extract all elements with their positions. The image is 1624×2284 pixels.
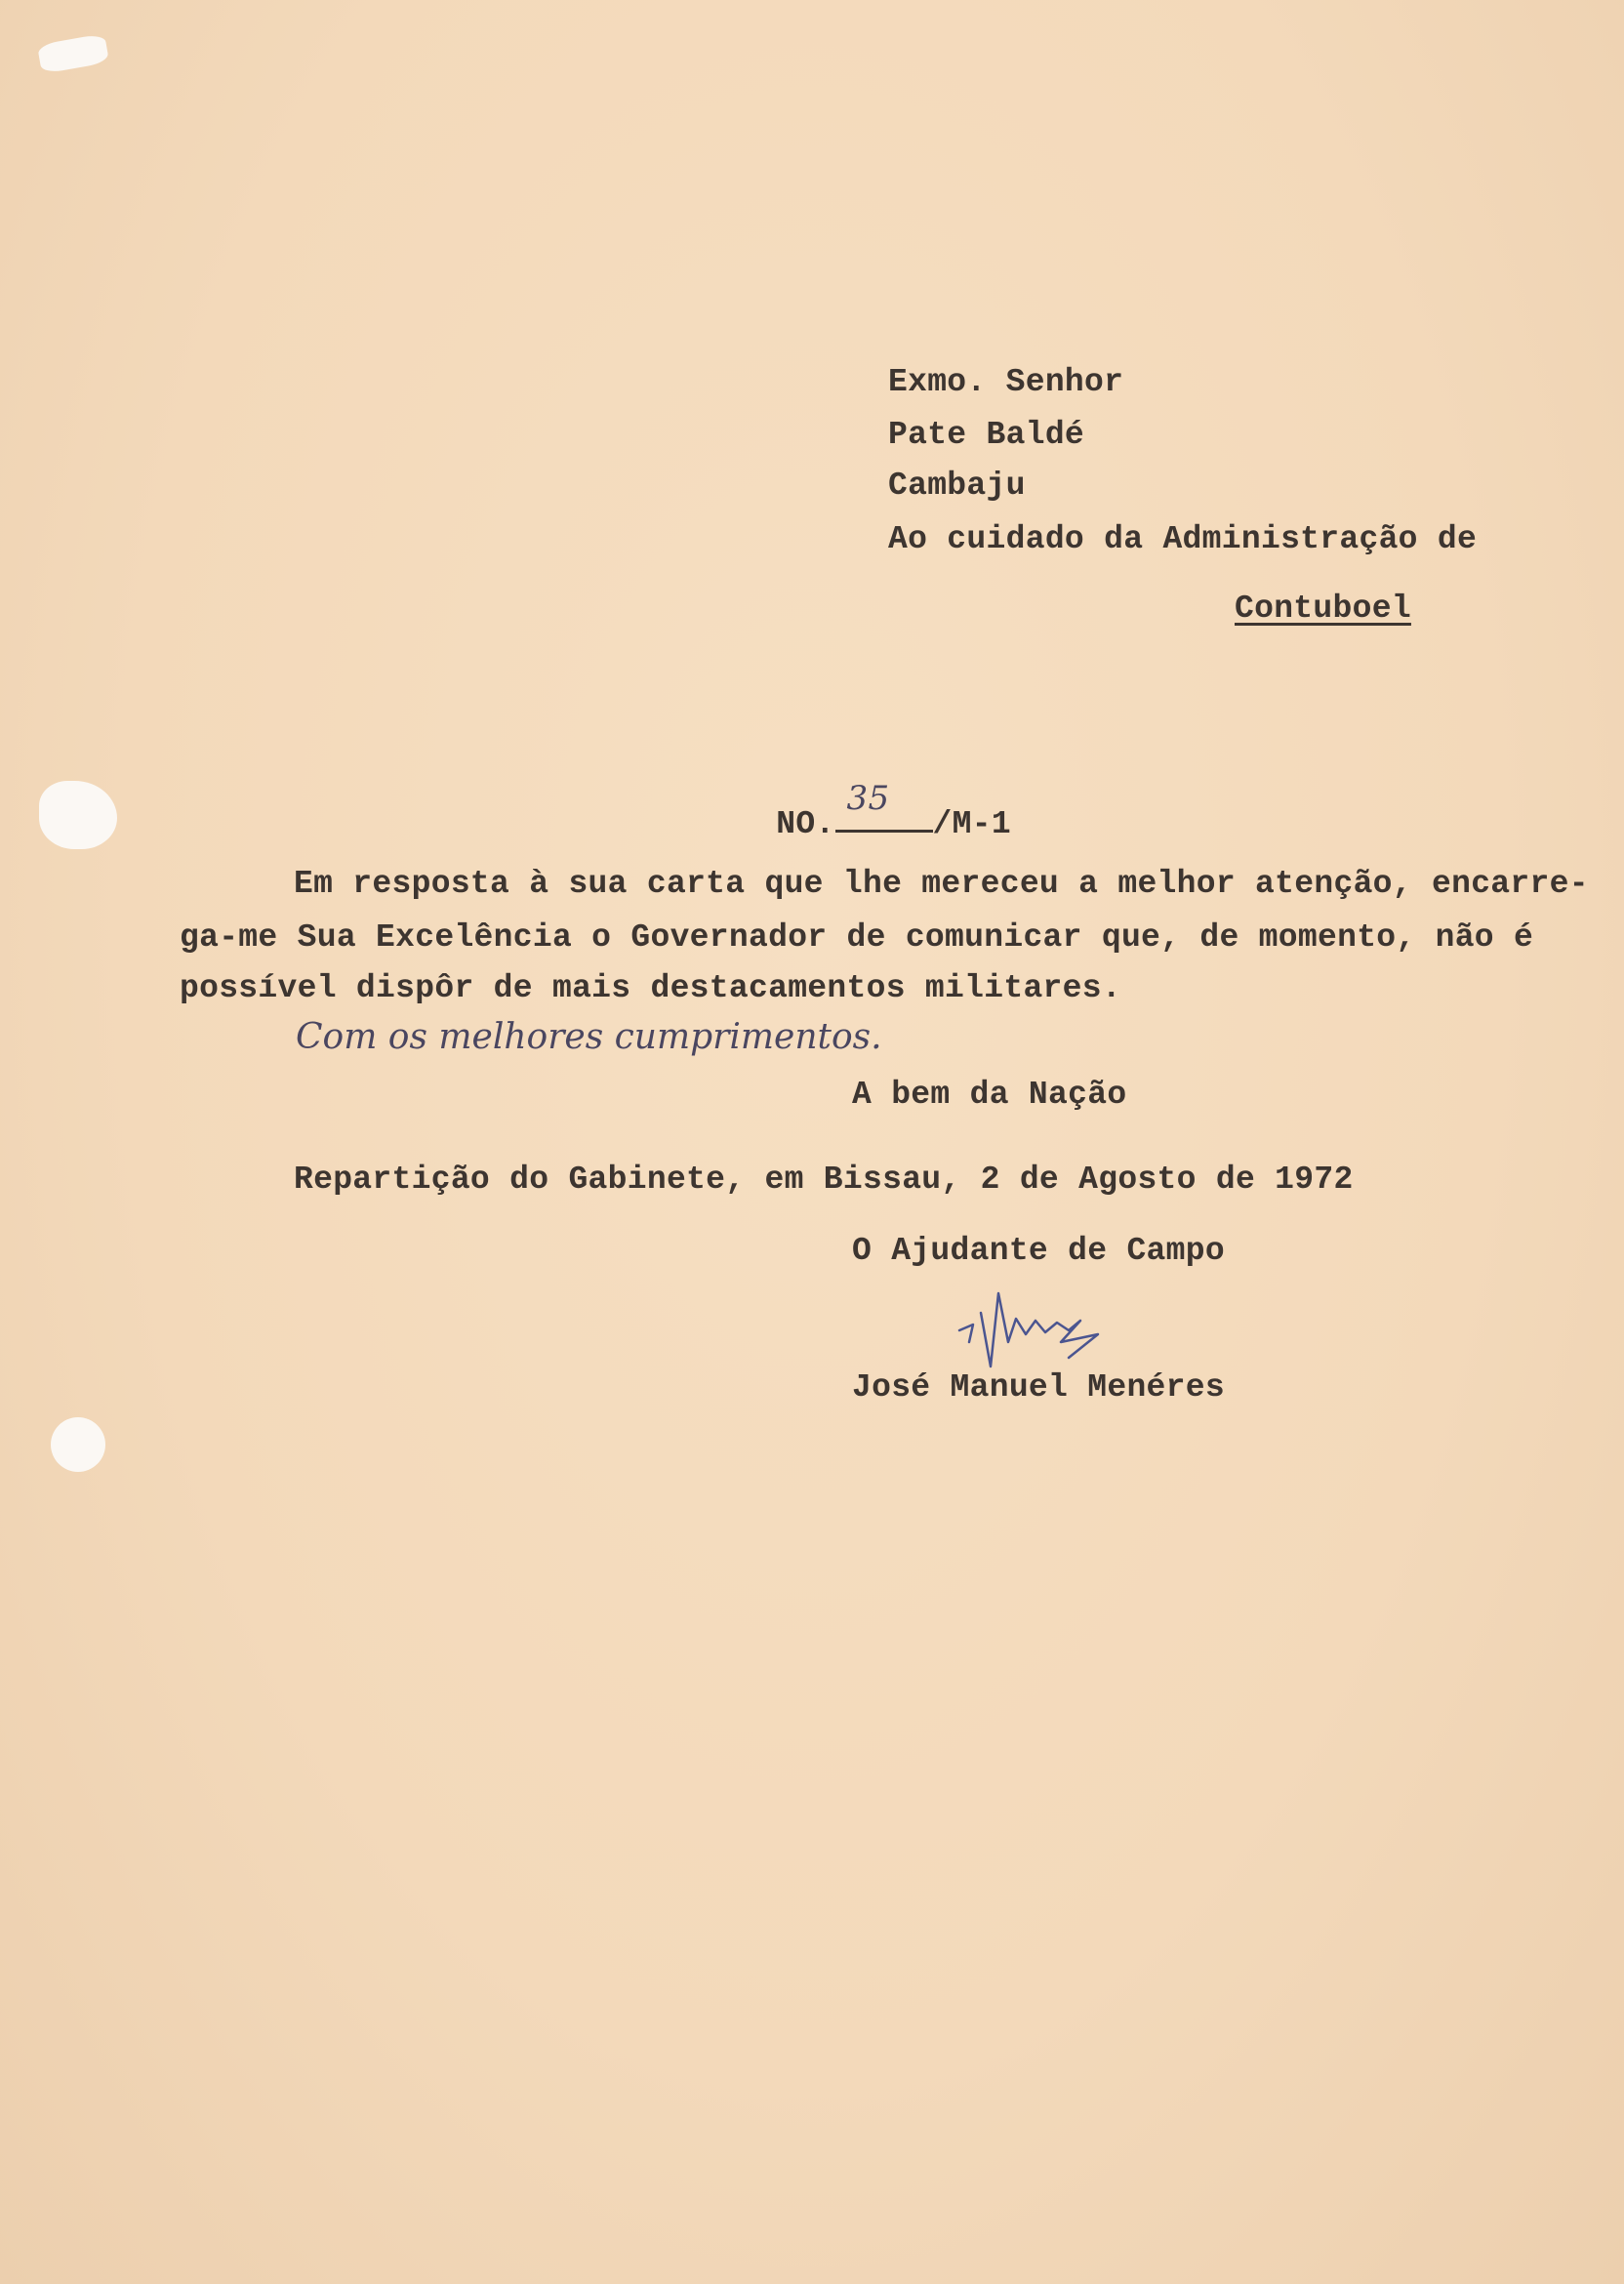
reference-handwritten-number: 35 — [846, 779, 890, 818]
punch-hole-top — [39, 781, 117, 849]
reference-suffix: /M-1 — [932, 806, 1011, 842]
reference-prefix: NO. — [776, 806, 835, 842]
body-line-2: ga-me Sua Excelência o Governador de comunicar que, de momento, não é — [180, 919, 1534, 956]
punch-hole-bottom — [51, 1417, 105, 1472]
signatory-name: José Manuel Menéres — [852, 1369, 1225, 1406]
closing: A bem da Nação — [852, 1077, 1127, 1113]
signatory-title: O Ajudante de Campo — [852, 1233, 1225, 1269]
body-line-3: possível dispôr de mais destacamentos militares. — [180, 970, 1121, 1006]
torn-corner — [37, 33, 109, 74]
recipient-place: Cambaju — [888, 468, 1026, 504]
recipient-care-of: Ao cuidado da Administração de — [888, 521, 1478, 557]
handwritten-closing: Com os melhores cumprimentos. — [296, 1017, 882, 1057]
recipient-salutation: Exmo. Senhor — [888, 364, 1124, 400]
reference-number — [737, 761, 1011, 844]
place-date: Repartição do Gabinete, em Bissau, 2 de Agosto de 1972 — [294, 1162, 1354, 1198]
body-line-1: Em resposta à sua carta que lhe mereceu a melhor atenção, encarre- — [294, 866, 1589, 902]
recipient-name: Pate Baldé — [888, 417, 1085, 453]
signature — [952, 1284, 1186, 1371]
recipient-administration: Contuboel — [1235, 591, 1411, 627]
